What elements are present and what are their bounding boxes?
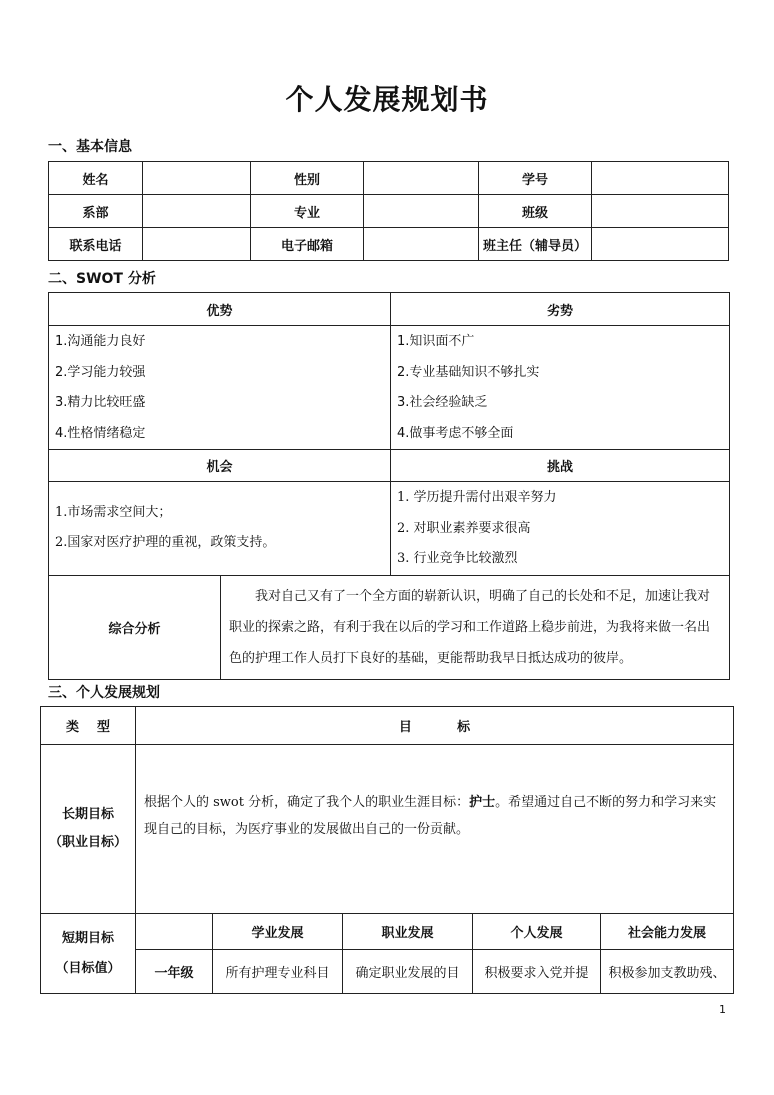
weaknesses-header: 劣势 — [391, 293, 730, 326]
value-class[interactable] — [592, 195, 729, 228]
label-phone: 联系电话 — [49, 228, 143, 261]
list-item: 1.沟通能力良好 — [55, 334, 146, 349]
section-heading-plan: 三、个人发展规划 — [48, 685, 160, 701]
label-gender: 性别 — [251, 162, 364, 195]
list-item: 1. 学历提升需付出艰辛努力 — [397, 490, 557, 505]
label-department: 系部 — [49, 195, 143, 228]
list-item: 4.做事考虑不够全面 — [397, 425, 514, 441]
list-item: 3. 行业竞争比较激烈 — [397, 551, 518, 566]
swot-table — [48, 292, 730, 680]
strengths-list — [49, 326, 391, 450]
page-title: 个人发展规划书 — [285, 83, 489, 116]
value-name[interactable] — [143, 162, 251, 195]
short-term-blank-header — [136, 914, 213, 950]
threats-header: 挑战 — [391, 450, 730, 482]
long-term-text-after: 。希望通过自己不断的努力和学习来实现自己的目标，为医疗事业的发展做出自己的一份贡献。 — [144, 795, 717, 837]
col-type-header: 类 型 — [41, 707, 136, 745]
header-career: 职业发展 — [343, 914, 473, 950]
long-term-label-line1: 长期目标 — [61, 807, 114, 822]
summary-text: 我对自己又有了一个全方面的崭新认识，明确了自己的长处和不足，加速让我对职业的探索之路，有利于我在以后的学习和工作道路上稳步前进，为我将来做一名出色的护理工作人员打下良好的基础，更能帮助我早日抵达成功的彼岸。 — [229, 588, 711, 666]
label-class: 班级 — [479, 195, 592, 228]
opportunities-list — [49, 482, 391, 576]
label-name: 姓名 — [49, 162, 143, 195]
list-item: 2.学习能力较强 — [55, 364, 146, 380]
label-email: 电子邮箱 — [251, 228, 364, 261]
value-department[interactable] — [143, 195, 251, 228]
long-term-goal — [136, 745, 734, 914]
threats-list — [391, 482, 730, 576]
summary-label: 综合分析 — [49, 575, 221, 679]
list-item: 2. 对职业素养要求很高 — [397, 520, 531, 536]
list-item: 1.知识面不广 — [397, 334, 475, 349]
list-item: 2.专业基础知识不够扎实 — [397, 364, 540, 380]
section-heading-swot: 二、SWOT 分析 — [48, 271, 156, 287]
long-term-text-bold: 护士 — [469, 795, 496, 810]
header-personal: 个人发展 — [473, 914, 601, 950]
strengths-header: 优势 — [49, 293, 391, 326]
list-item: 3.社会经验缺乏 — [397, 395, 488, 410]
cell-career: 确定职业发展的目 — [343, 950, 473, 994]
summary-cell — [221, 575, 730, 679]
value-gender[interactable] — [364, 162, 479, 195]
cell-social: 积极参加支教助残、 — [601, 950, 734, 994]
long-term-text-before: 根据个人的 swot 分析，确定了我个人的职业生涯目标： — [144, 795, 470, 810]
cell-academic: 所有护理专业科目 — [213, 950, 343, 994]
long-term-label-line2: （职业目标） — [48, 835, 127, 850]
value-advisor[interactable] — [592, 228, 729, 261]
page-number: 1 — [719, 1003, 726, 1016]
basic-info-table — [48, 161, 729, 261]
list-item: 2.国家对医疗护理的重视，政策支持。 — [55, 535, 276, 551]
short-term-label-line1: 短期目标 — [61, 930, 114, 946]
value-student-id[interactable] — [592, 162, 729, 195]
short-term-label-line2: （目标值） — [55, 960, 121, 976]
value-major[interactable] — [364, 195, 479, 228]
list-item: 3.精力比较旺盛 — [55, 395, 146, 410]
value-email[interactable] — [364, 228, 479, 261]
section-heading-basic-info: 一、基本信息 — [48, 139, 132, 155]
opportunities-header: 机会 — [49, 450, 391, 482]
cell-personal: 积极要求入党并提 — [473, 950, 601, 994]
row-label-year1: 一年级 — [136, 950, 213, 994]
list-item: 4.性格情绪稳定 — [55, 425, 146, 441]
long-term-label — [41, 745, 136, 914]
header-social: 社会能力发展 — [601, 914, 734, 950]
header-academic: 学业发展 — [213, 914, 343, 950]
label-student-id: 学号 — [479, 162, 592, 195]
list-item: 1.市场需求空间大； — [55, 504, 172, 520]
col-goal-header: 目 标 — [136, 707, 734, 745]
label-advisor: 班主任（辅导员） — [479, 228, 592, 261]
weaknesses-list — [391, 326, 730, 450]
label-major: 专业 — [251, 195, 364, 228]
value-phone[interactable] — [143, 228, 251, 261]
plan-table — [40, 706, 734, 994]
short-term-label — [41, 914, 136, 994]
